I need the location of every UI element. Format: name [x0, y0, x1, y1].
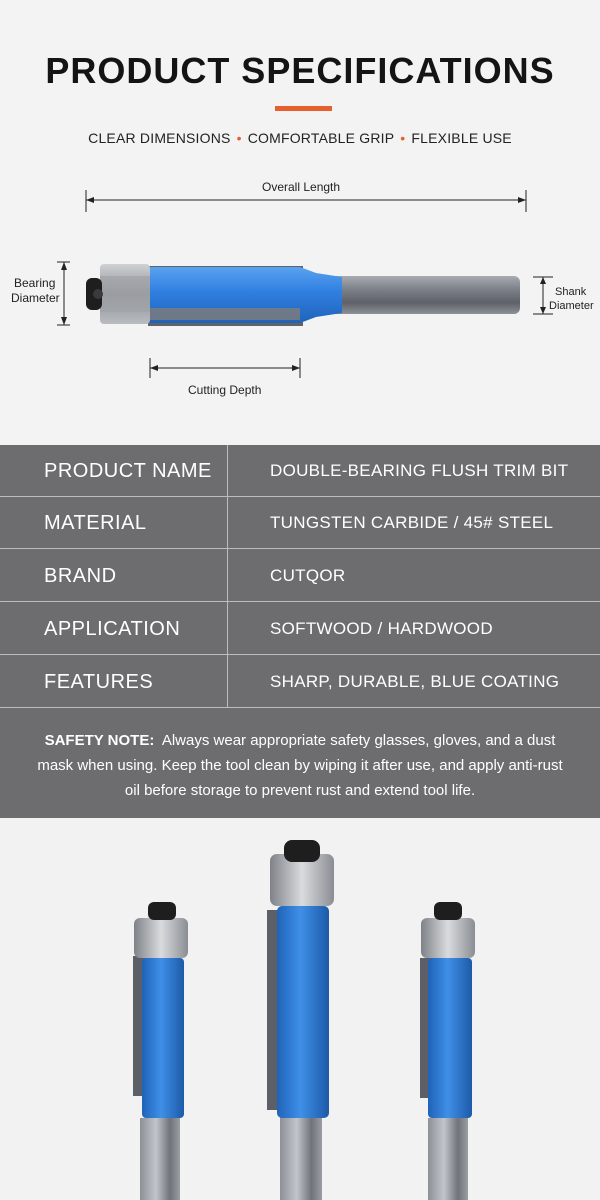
shank-diameter-label-line1: Shank [555, 286, 587, 298]
table-row-application [0, 603, 600, 655]
bearing-diameter-label-line2: Diameter [11, 291, 60, 305]
header-section [0, 0, 600, 445]
overall-length-label: Overall Length [262, 180, 341, 194]
tagline-item-use: FLEXIBLE USE [411, 130, 512, 146]
bullet-dot-icon: • [400, 130, 406, 146]
row-value: SHARP, DURABLE, BLUE COATING [270, 672, 560, 691]
router-bits-photo [0, 818, 600, 1200]
bullet-dot-icon: • [236, 130, 242, 146]
page-title: PRODUCT SPECIFICATIONS [45, 50, 555, 91]
row-label: PRODUCT NAME [44, 460, 212, 482]
tagline-item-grip: COMFORTABLE GRIP [247, 130, 395, 146]
table-row-brand [0, 550, 600, 602]
row-value: DOUBLE-BEARING FLUSH TRIM BIT [270, 461, 569, 480]
shank-diameter-label-line2: Diameter [549, 300, 594, 312]
cutting-depth-label: Cutting Depth [188, 383, 262, 397]
tagline [0, 130, 600, 146]
tagline-item-dimensions: CLEAR DIMENSIONS [88, 130, 231, 146]
safety-note-section [0, 708, 600, 818]
row-label: APPLICATION [44, 618, 181, 640]
table-row-material [0, 497, 600, 549]
row-label: MATERIAL [44, 512, 147, 534]
row-value: CUTQOR [270, 566, 346, 585]
safety-note [30, 728, 570, 803]
row-value: SOFTWOOD / HARDWOOD [270, 619, 493, 638]
router-bit-diagram [0, 160, 600, 430]
dimension-diagram [0, 160, 600, 430]
product-photo [0, 818, 600, 1200]
title-accent-bar [275, 106, 332, 111]
bearing-diameter-label-line1: Bearing [14, 276, 56, 290]
table-row-features [0, 656, 600, 708]
specifications-table [0, 445, 600, 708]
row-value: TUNGSTEN CARBIDE / 45# STEEL [270, 513, 554, 532]
row-label: FEATURES [44, 671, 154, 693]
row-label: BRAND [44, 565, 117, 587]
safety-note-body: Always wear appropriate safety glasses, gloves, and a dust mask when using. Keep the tool clean by wiping it after use, and apply anti-rust oil before storage to prevent rust and extend tool life. [37, 732, 563, 799]
safety-note-heading: SAFETY NOTE: [44, 732, 155, 749]
table-row-product-name [0, 445, 600, 497]
